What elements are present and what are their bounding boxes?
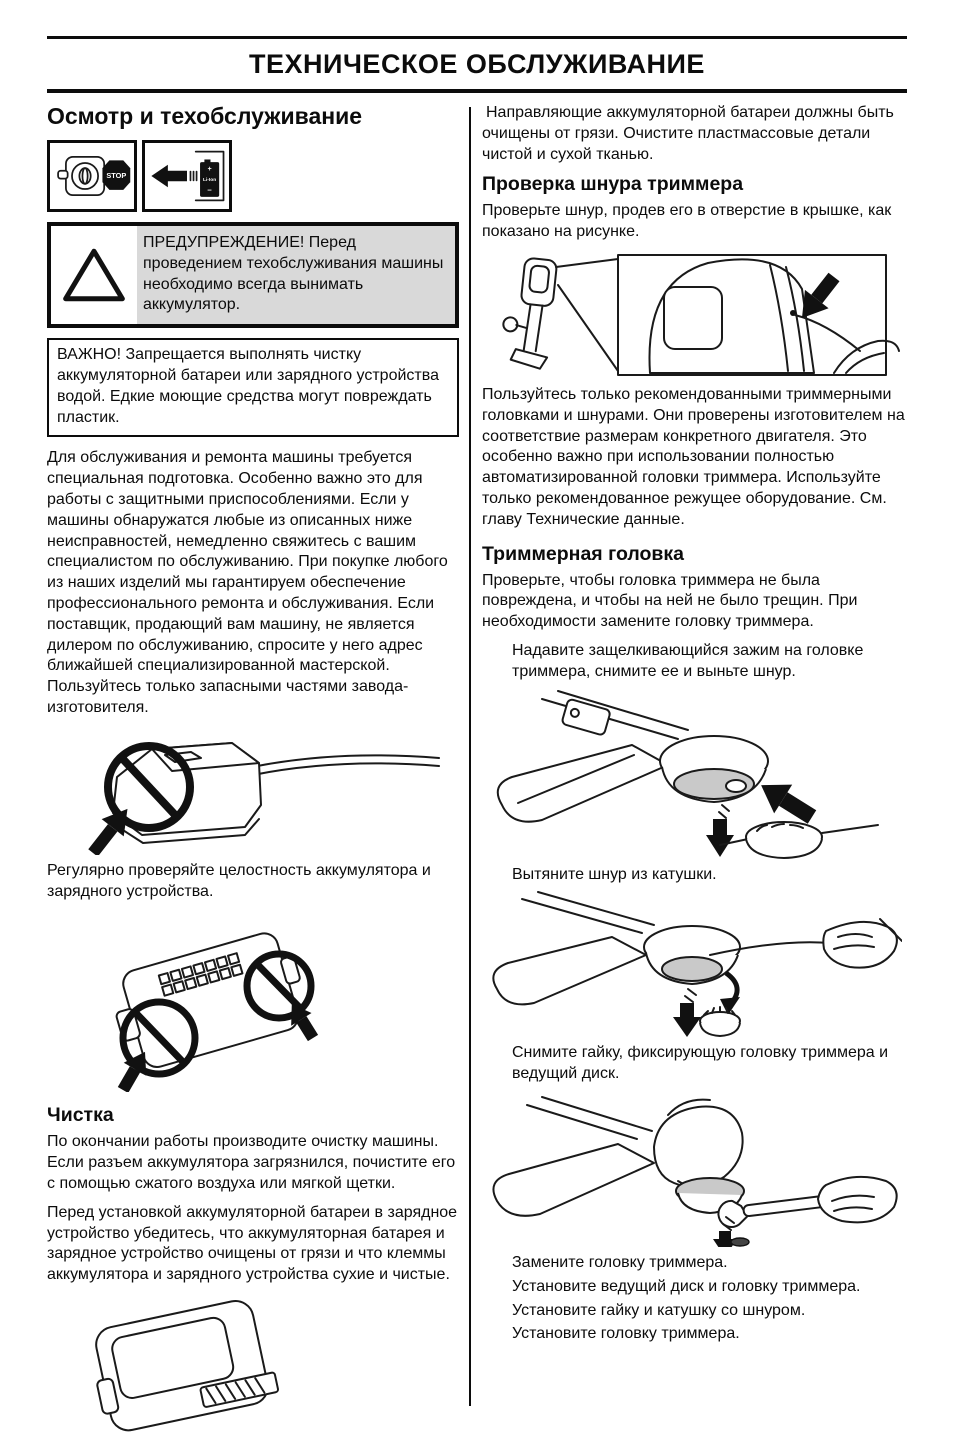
paragraph-cleaning-1: По окончании работы производите очистку машины. Если разъем аккумулятора загрязнился, почистите его с помощью сжатого воздуха или мягкой щетки. [47,1133,456,1192]
figure-wrench-nut [482,1089,907,1247]
battery-minus-label: – [207,185,212,195]
step-install-head: Установите головку триммера. [512,1325,740,1343]
step-press-clip: Надавите защелкивающийся зажим на головке триммера, снимите ее и выньте шнур. [512,641,864,680]
remove-battery-icon [142,140,232,212]
page-title: ТЕХНИЧЕСКОЕ ОБСЛУЖИВАНИЕ [249,49,705,79]
paragraph-cleaning-2: Перед установкой аккумуляторной батареи в зарядное устройство убедитесь, что аккумуляторная батарея и зарядное устройство очищены от грязи и что клеммы аккумулятора и зарядного устройства сухие и чистые. [47,1203,458,1284]
two-column-layout [47,103,907,1440]
battery-plus-label: + [207,165,212,173]
machine-stop-icon-art [52,146,132,206]
title-rule [47,89,907,93]
top-rule [47,36,907,39]
paragraph-trimmer-head: Проверьте, чтобы головка триммера не была повреждена, и чтобы на ней не было трещин. При необходимости замените головку триммера. [482,571,858,631]
pull-cord-illustration [482,889,902,1037]
paragraph-recommended-heads: Пользуйтесь только рекомендованными триммерными головками и шнурами. Они проверены изготовителем на соответствие размерам конкретного двигателя. Это особенно важно при использовании полностью автоматизированной головки триммера. Используйте только рекомендованное режущее оборудование. См. главу Технические данные. [482,385,905,528]
figure-charger [47,727,459,855]
left-column [47,103,459,1440]
section-heading-cleaning: Чистка [47,1104,114,1127]
wrench-nut-illustration [482,1089,902,1247]
charger-prohibited-illustration [47,727,447,855]
paragraph-cord-check: Проверьте шнур, продев его в отверстие в крышке, как показано на рисунке. [482,202,892,241]
remove-battery-icon-art [147,146,227,206]
right-column [482,103,907,1440]
battery-chem-label: Li-Ion [202,178,217,184]
warning-box [47,222,459,328]
warning-triangle-icon [51,226,137,324]
section-heading-inspection: Осмотр и техобслуживание [47,103,363,129]
figure-battery-prohibited [47,910,459,1092]
step-remove-nut: Снимите гайку, фиксирующую головку триммера и ведущий диск. [512,1044,889,1083]
paragraph-service: Для обслуживания и ремонта машины требуется специальная подготовка. Особенно важно это для работы с защитными приспособлениями. Если у машины обнаружатся любые из описанных ниже неисправностей, немедленно свяжитесь с вашим специалистом по обслуживанию. При покупке любого из наших изделий мы гарантируем обеспечение профессионального ремонта и обслуживания. Если поставщик, продающий вам машину, не является дилером по обслуживанию, спросите у него адрес ближайшей специализированной мастерской. Пользуйтесь только запасными частями завода-изготовителя. [47,449,448,716]
paragraph-check-integrity: Регулярно проверяйте целостность аккумулятора и зарядного устройства. [47,861,431,900]
section-heading-cord-check: Проверка шнура триммера [482,173,744,196]
machine-stop-icon [47,140,137,212]
remove-spool-illustration [482,687,902,859]
step-pull-cord: Вытяните шнур из катушки. [512,865,717,883]
safety-icon-row [47,140,459,212]
figure-remove-spool [482,687,907,859]
important-box: ВАЖНО! Запрещается выполнять чистку аккумуляторной батареи или зарядного устройства водой. Едкие моющие средства могут повреждать пластик. [47,338,459,437]
section-heading-trimmer-head: Триммерная головка [482,542,685,565]
step-replace-head: Замените головку триммера. [512,1253,728,1271]
battery-illustration [47,1294,347,1434]
figure-cord-check [482,251,907,379]
stop-label: STOP [106,171,127,181]
paragraph-guides: Направляющие аккумуляторной батареи должны быть очищены от грязи. Очистите пластмассовые детали чистой и сухой тканью. [482,104,894,163]
column-divider [469,107,471,1406]
step-install-nut: Установите гайку и катушку со шнуром. [512,1301,806,1319]
cord-check-illustration [482,251,902,379]
step-install-disc: Установите ведущий диск и головку триммера. [512,1277,861,1295]
figure-pull-cord [482,889,907,1037]
battery-prohibited-illustration [47,910,377,1092]
warning-text: ПРЕДУПРЕЖДЕНИЕ! Перед проведением техобслуживания машины необходимо всегда вынимать аккумулятор. [137,226,455,324]
figure-battery [47,1294,459,1434]
